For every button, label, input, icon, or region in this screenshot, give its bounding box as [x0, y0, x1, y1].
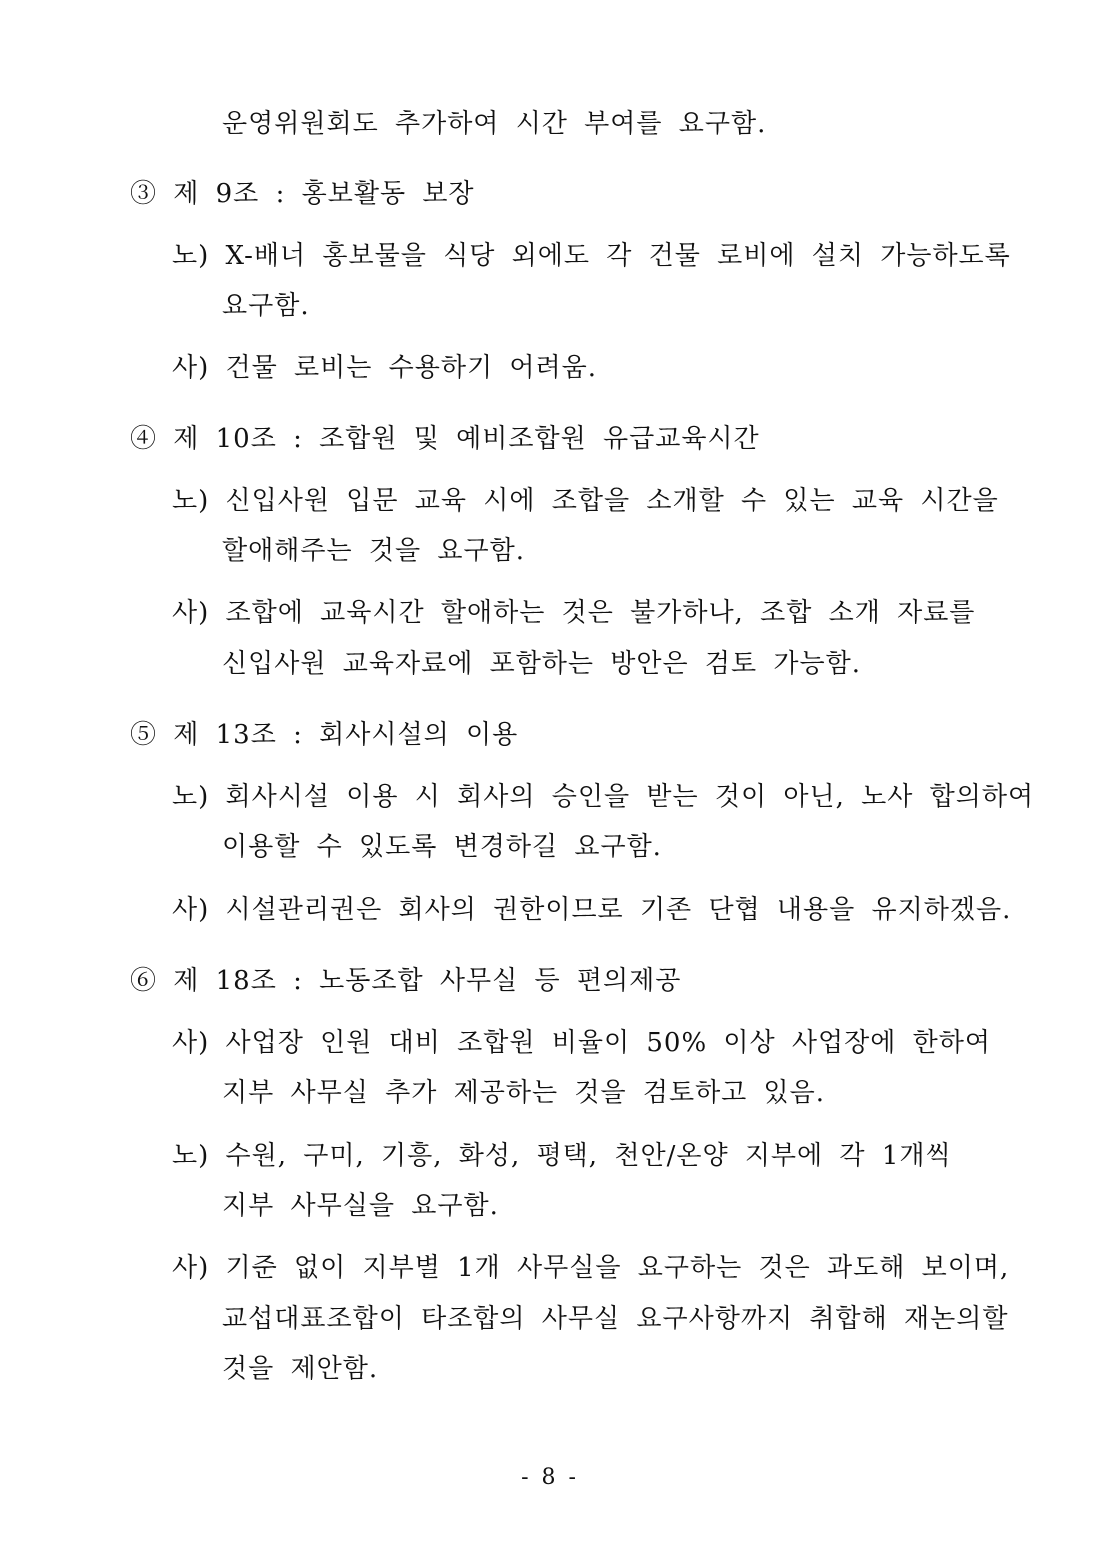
- section-title-article-13: ⑤ 제 13조 : 회사시설의 이용: [130, 720, 519, 750]
- company-statement: 사) 조합에 교육시간 할애하는 것은 불가하나, 조합 소개 자료를: [172, 598, 976, 628]
- company-statement: 사) 사업장 인원 대비 조합원 비율이 50% 이상 사업장에 한하여: [172, 1028, 991, 1058]
- page-number: - 8 -: [521, 1465, 579, 1490]
- union-statement: 노) X-배너 홍보물을 식당 외에도 각 건물 로비에 설치 가능하도록: [172, 241, 1011, 271]
- company-statement: 사) 기준 없이 지부별 1개 사무실을 요구하는 것은 과도해 보이며,: [172, 1253, 1010, 1283]
- union-statement: 노) 수원, 구미, 기흥, 화성, 평택, 천안/온양 지부에 각 1개씩: [172, 1141, 952, 1171]
- company-statement: 사) 건물 로비는 수용하기 어려움.: [172, 353, 597, 383]
- statement-continuation: 요구함.: [222, 291, 310, 321]
- statement-continuation: 지부 사무실을 요구함.: [222, 1191, 499, 1221]
- statement-continuation: 할애해주는 것을 요구함.: [222, 536, 525, 566]
- statement-continuation: 지부 사무실 추가 제공하는 것을 검토하고 있음.: [222, 1078, 826, 1108]
- statement-continuation: 교섭대표조합이 타조합의 사무실 요구사항까지 취합해 재논의할: [222, 1304, 1009, 1334]
- section-title-article-10: ④ 제 10조 : 조합원 및 예비조합원 유급교육시간: [130, 424, 760, 454]
- statement-continuation: 것을 제안함.: [222, 1354, 379, 1384]
- union-statement: 노) 회사시설 이용 시 회사의 승인을 받는 것이 아닌, 노사 합의하여: [172, 782, 1035, 812]
- company-statement: 사) 시설관리권은 회사의 권한이므로 기존 단협 내용을 유지하겠음.: [172, 895, 1012, 925]
- section-title-article-9: ③ 제 9조 : 홍보활동 보장: [130, 179, 475, 209]
- intro-continuation: 운영위원회도 추가하여 시간 부여를 요구함.: [222, 109, 767, 139]
- statement-continuation: 이용할 수 있도록 변경하길 요구함.: [222, 832, 662, 862]
- statement-continuation: 신입사원 교육자료에 포함하는 방안은 검토 가능함.: [222, 649, 862, 679]
- section-title-article-18: ⑥ 제 18조 : 노동조합 사무실 등 편의제공: [130, 966, 682, 996]
- union-statement: 노) 신입사원 입문 교육 시에 조합을 소개할 수 있는 교육 시간을: [172, 486, 999, 516]
